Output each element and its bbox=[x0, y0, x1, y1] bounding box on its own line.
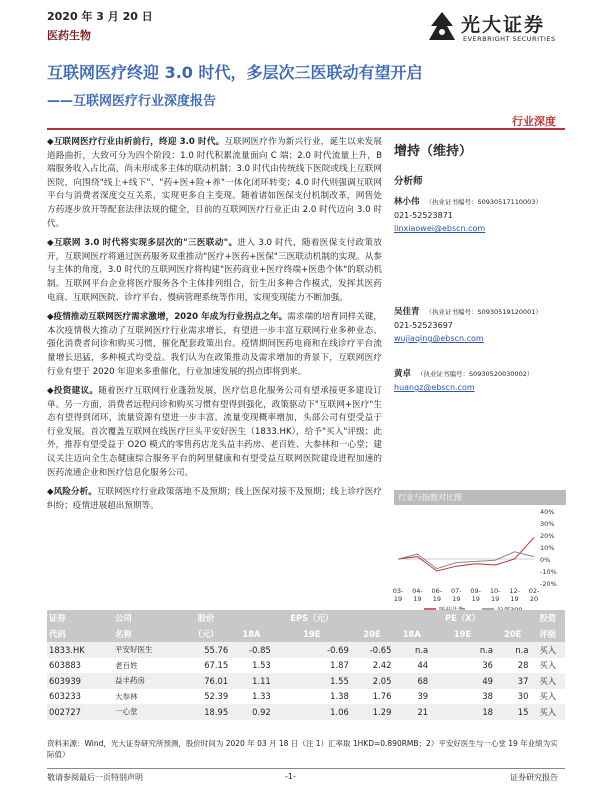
table-header-cell bbox=[495, 610, 530, 626]
y-tick-label: -20% bbox=[540, 580, 557, 588]
table-cell: 1833.HK bbox=[49, 644, 85, 655]
header-divider bbox=[47, 128, 565, 130]
table-row bbox=[47, 689, 565, 705]
analyst-code: （执业证书编号：S0930517110003） bbox=[425, 198, 542, 206]
table-cell: 买入 bbox=[539, 691, 557, 702]
table-cell: 买入 bbox=[539, 706, 557, 717]
table-cell: 1.06 bbox=[330, 706, 349, 717]
table-body bbox=[47, 642, 565, 720]
table-cell: 2.05 bbox=[372, 675, 392, 686]
table-header-cell: 19E bbox=[303, 629, 321, 639]
table-cell: -0.69 bbox=[327, 644, 349, 655]
x-tick-label: 19 bbox=[393, 595, 403, 603]
y-tick-label: 20% bbox=[540, 532, 555, 540]
table-row bbox=[47, 704, 565, 720]
report-type-tag: 行业深度 bbox=[512, 115, 556, 128]
table-header-cell: 证券 bbox=[49, 613, 66, 623]
x-tick-label: 19 bbox=[452, 595, 461, 603]
chart-container bbox=[394, 490, 566, 620]
table-cell: 买入 bbox=[539, 675, 557, 686]
x-tick-label: 03- bbox=[392, 587, 404, 595]
analyst-heading: 分析师 bbox=[394, 176, 423, 187]
chart-title: 行业与指数对比图 bbox=[394, 490, 566, 505]
table-cell: 平安好医生 bbox=[114, 645, 153, 655]
x-tick-label: 20 bbox=[529, 595, 539, 603]
x-tick-label: 06- bbox=[431, 587, 443, 595]
table-cell: 1.76 bbox=[372, 691, 392, 702]
x-tick-label: 12- bbox=[509, 587, 520, 595]
paragraph-4 bbox=[47, 385, 382, 480]
table-cell: 603883 bbox=[49, 660, 81, 671]
paragraph-5-text: 互联网医疗行业政策落地不及预期；线上医保对接不及预期；线上诊疗医疗纠纷；疫情进展超出预期等。 bbox=[47, 487, 382, 511]
stock-table bbox=[47, 610, 565, 720]
table-cell: -0.65 bbox=[369, 644, 392, 655]
table-cell: 大参林 bbox=[114, 691, 138, 701]
analyst-code: （执业证书编号：S0930520030002） bbox=[417, 370, 534, 378]
x-tick-label: 02- bbox=[528, 587, 540, 595]
y-tick-label: 40% bbox=[540, 508, 555, 516]
main-body bbox=[47, 136, 382, 519]
table-cell: 2.42 bbox=[372, 660, 392, 671]
analyst-phone: 021-52523871 bbox=[394, 211, 453, 220]
chart-source: 资料来源：Wind bbox=[394, 616, 451, 625]
table-cell: 76.01 bbox=[204, 675, 229, 686]
footer-disclaimer: 敬请参阅最后一页特别声明 bbox=[47, 773, 143, 782]
table-cell: 55.76 bbox=[204, 644, 229, 655]
table-cell: 18 bbox=[482, 706, 493, 717]
table-cell: 买入 bbox=[539, 660, 557, 671]
x-tick-label: 09- bbox=[470, 587, 482, 595]
table-cell: 21 bbox=[417, 706, 429, 717]
paragraph-3-lead: ◆疫情推动互联网医疗需求激增，2020 年成为行业拐点之年。 bbox=[47, 312, 288, 323]
x-tick-label: 04- bbox=[412, 587, 423, 595]
table-cell: 44 bbox=[417, 660, 429, 671]
analyst-3 bbox=[394, 367, 566, 394]
table-header-cell: （元） bbox=[193, 629, 219, 639]
series-line bbox=[398, 537, 534, 571]
table-header-cell: 代码 bbox=[49, 629, 66, 639]
table-header-cell: 评级 bbox=[539, 629, 557, 639]
paragraph-1-lead: ◆互联网医疗行业由析前行，终迎 3.0 时代。 bbox=[47, 137, 225, 147]
table-cell: 30 bbox=[517, 691, 529, 702]
footer-divider bbox=[47, 768, 565, 769]
y-tick-label: 10% bbox=[540, 544, 555, 552]
rating: 增持（维持） bbox=[394, 144, 473, 159]
logo bbox=[427, 8, 567, 48]
table-header-cell bbox=[351, 610, 394, 626]
table-header-cell: 20E bbox=[504, 629, 522, 639]
legend-label: 沪深300 bbox=[497, 606, 523, 614]
table-header-cell: 18A bbox=[402, 629, 421, 639]
table-cell: 老百姓 bbox=[114, 660, 138, 670]
report-title: 互联网医疗终迎 3.0 时代，多层次三医联动有望开启 bbox=[47, 63, 423, 82]
y-tick-label: 0% bbox=[540, 556, 551, 564]
logo-text-cn: 光大证券 bbox=[461, 14, 546, 36]
table-header-cell: 股价 bbox=[197, 613, 215, 623]
table-header-row-1 bbox=[47, 610, 565, 626]
table-cell: n.a bbox=[479, 644, 493, 655]
analyst-name: 林小伟 bbox=[394, 197, 420, 207]
sector-label: 医药生物 bbox=[47, 29, 91, 42]
table-header-cell: 18A bbox=[242, 629, 261, 639]
table-header-cell: 20E bbox=[363, 629, 381, 639]
table-cell: 1.11 bbox=[252, 675, 271, 686]
x-tick-label: 19 bbox=[491, 595, 500, 603]
table-cell: 39 bbox=[417, 691, 429, 702]
paragraph-2-text: 进入 3.0 时代，随着医保支付政策放开，互联网医疗将通过医药服务双重推动"医疗+医药+医保"三医联动机制的实现。从参与主体的角度，3.0 时代的互联网医疗将构建"医药商业+医疗终端+医患个体"的联动机制。互联网平台企业将医疗服务各个主体排列组合，衍生出多种合作模式，发挥其医药电商、互联网医院、诊疗平台、慢病管理系统等作用，实现变现能力不断加强。 bbox=[47, 238, 382, 303]
table-cell: 1.33 bbox=[252, 691, 271, 702]
analyst-email[interactable]: huangz@ebscn.com bbox=[394, 383, 475, 392]
table-header-row-2 bbox=[47, 626, 565, 642]
table-cell: n.a bbox=[415, 644, 429, 655]
table-cell: 1.29 bbox=[372, 706, 392, 717]
table-cell: 68 bbox=[417, 675, 429, 686]
paragraph-2 bbox=[47, 237, 382, 305]
table-cell: 买入 bbox=[539, 644, 557, 655]
sidebar bbox=[394, 136, 566, 394]
legend-label: 医药生物 bbox=[439, 606, 465, 614]
table-cell: 益丰药房 bbox=[114, 676, 145, 686]
x-tick-label: 19 bbox=[510, 595, 519, 603]
table-cell: 603233 bbox=[49, 691, 81, 702]
analyst-code: （执业证书编号：S0930519120001） bbox=[425, 308, 542, 316]
page-number: -1- bbox=[285, 772, 296, 781]
table-cell: 1.53 bbox=[252, 660, 271, 671]
analyst-email[interactable]: linxiaowei@ebscn.com bbox=[394, 224, 486, 233]
table-cell: 49 bbox=[482, 675, 493, 686]
report-subtitle: ——互联网医疗行业深度报告 bbox=[47, 94, 217, 109]
x-tick-label: 10- bbox=[489, 587, 501, 595]
line-chart bbox=[394, 505, 566, 617]
table-header-cell bbox=[230, 610, 273, 626]
analyst-1 bbox=[394, 195, 566, 235]
analyst-email[interactable]: wujiaqing@ebscn.com bbox=[394, 334, 484, 343]
paragraph-5 bbox=[47, 486, 382, 513]
analyst-phone: 021-52523697 bbox=[394, 321, 453, 330]
x-tick-label: 19 bbox=[471, 595, 480, 603]
table-cell: 52.39 bbox=[204, 691, 229, 702]
report-date: 2020 年 3 月 20 日 bbox=[47, 10, 153, 23]
table-row bbox=[47, 673, 565, 689]
paragraph-5-lead: ◆风险分析。 bbox=[47, 487, 97, 498]
paragraph-2-lead: ◆互联网 3.0 时代将实现多层次的"三医联动"。 bbox=[47, 238, 238, 249]
y-tick-label: 30% bbox=[540, 520, 555, 528]
table-cell: 1.55 bbox=[330, 675, 349, 686]
series-line bbox=[398, 552, 534, 569]
paragraph-1 bbox=[47, 136, 382, 231]
table-row bbox=[47, 642, 565, 658]
table-cell: 37 bbox=[517, 675, 529, 686]
table-cell: 603939 bbox=[49, 675, 81, 686]
table-cell: n.a bbox=[515, 644, 529, 655]
table-note: 资料来源：Wind，光大证券研究所预测，股价时间为 2020 年 03 月 18 日（注 1）汇率取 1HKD=0.890RMB；2）平安好医生与一心堂 19 年业绩为实际值） bbox=[47, 739, 558, 759]
table-header-cell bbox=[393, 610, 430, 626]
table-cell: 一心堂 bbox=[114, 707, 138, 717]
paragraph-4-text: 随着医疗互联网行业蓬勃发展，医疗信息化服务公司有望承接更多建设订单。另一方面，消费者远程问诊和购买习惯有望得到强化，政策驱动下"互联网+医疗"生态有望得到闭环，流量资源有望进一步丰富，流量变现概率增加，头部公司有望受益于行业发展。首次覆盖互联网在线医疗巨头平安好医生（1833.HK），给予"买入"评级；此外，推荐有望受益于 O2O 模式的零售药店龙头益丰药房、老百姓、大参林和一心堂；建议关注迈向全生态健康综合服务平台的阿里健康和有望受益互联网医院建设进程加速的医药流通企业和医疗信息化服务公司。 bbox=[47, 386, 382, 478]
table-header-cell: 公司 bbox=[114, 613, 132, 623]
logo-text-en: EVERBRIGHT SECURITIES bbox=[463, 35, 556, 43]
table-header-cell: 投资 bbox=[539, 613, 557, 623]
logo-mark-icon bbox=[427, 10, 457, 44]
table-header-cell: 名称 bbox=[114, 629, 132, 639]
table-header-cell: 19E bbox=[453, 629, 472, 639]
table-cell: 18.95 bbox=[204, 706, 229, 717]
x-tick-label: 19 bbox=[413, 595, 422, 603]
table-cell: -0.85 bbox=[249, 644, 271, 655]
table-row bbox=[47, 658, 565, 674]
table-cell: 002727 bbox=[49, 706, 81, 717]
paragraph-1-text: 互联网医疗作为新兴行业，诞生以来发展道路曲折，大致可分为四个阶段：1.0 时代积累流量面向 C 端；2.0 时代流量上升，B 端服务收入占比高，尚未形成多主体的联动机制；3.0 时代由传统线下医院或线上互联网医院，向围绕"线上+线下"、"药+医+险+养"一体化闭环转变；4.0 时代则强调互联网平台与消费者深度交互关系，实现更多自主变现。随着诸如医保支付机制改革，网售处方药逐步放开等配套法律法规的健全，目前的互联网医疗行业正由 2.0 时代迈向 3.0 时代。 bbox=[47, 137, 382, 229]
table-header-cell: EPS（元） bbox=[290, 613, 334, 623]
x-tick-label: 07- bbox=[450, 587, 462, 595]
table-header-cell: PE（X） bbox=[445, 613, 481, 623]
analyst-2 bbox=[394, 305, 566, 345]
table-cell: 15 bbox=[517, 706, 529, 717]
table-cell: 1.38 bbox=[330, 691, 349, 702]
table-cell: 67.15 bbox=[204, 660, 229, 671]
paragraph-3 bbox=[47, 311, 382, 379]
table-cell: 36 bbox=[482, 660, 493, 671]
footer-report-type: 证券研究报告 bbox=[510, 773, 558, 782]
table-cell: 0.92 bbox=[252, 706, 271, 717]
y-tick-label: -10% bbox=[540, 568, 557, 576]
table-cell: 28 bbox=[517, 660, 529, 671]
paragraph-3-text: 需求端的培育同样关键，本次疫情极大推动了互联网医疗行业需求增长，有望进一步丰富互联网行业多种业态、强化消费者问诊和购买习惯，催化配套政策出台。疫情期间医药电商和在线诊疗平台流量增长迅猛，多种模式均受益。我们认为在政策推动及需求增加的背景下，互联网医疗行业有望于 2020 年迎来多重催化，行业加速发展的拐点即将到来。 bbox=[47, 312, 382, 377]
table-cell: 38 bbox=[482, 691, 493, 702]
analyst-name: 黄卓 bbox=[394, 369, 412, 379]
analyst-name: 吴佳青 bbox=[394, 307, 420, 317]
x-tick-label: 19 bbox=[432, 595, 441, 603]
paragraph-4-lead: ◆投资建议。 bbox=[47, 386, 99, 397]
table-cell: 1.87 bbox=[330, 660, 349, 671]
